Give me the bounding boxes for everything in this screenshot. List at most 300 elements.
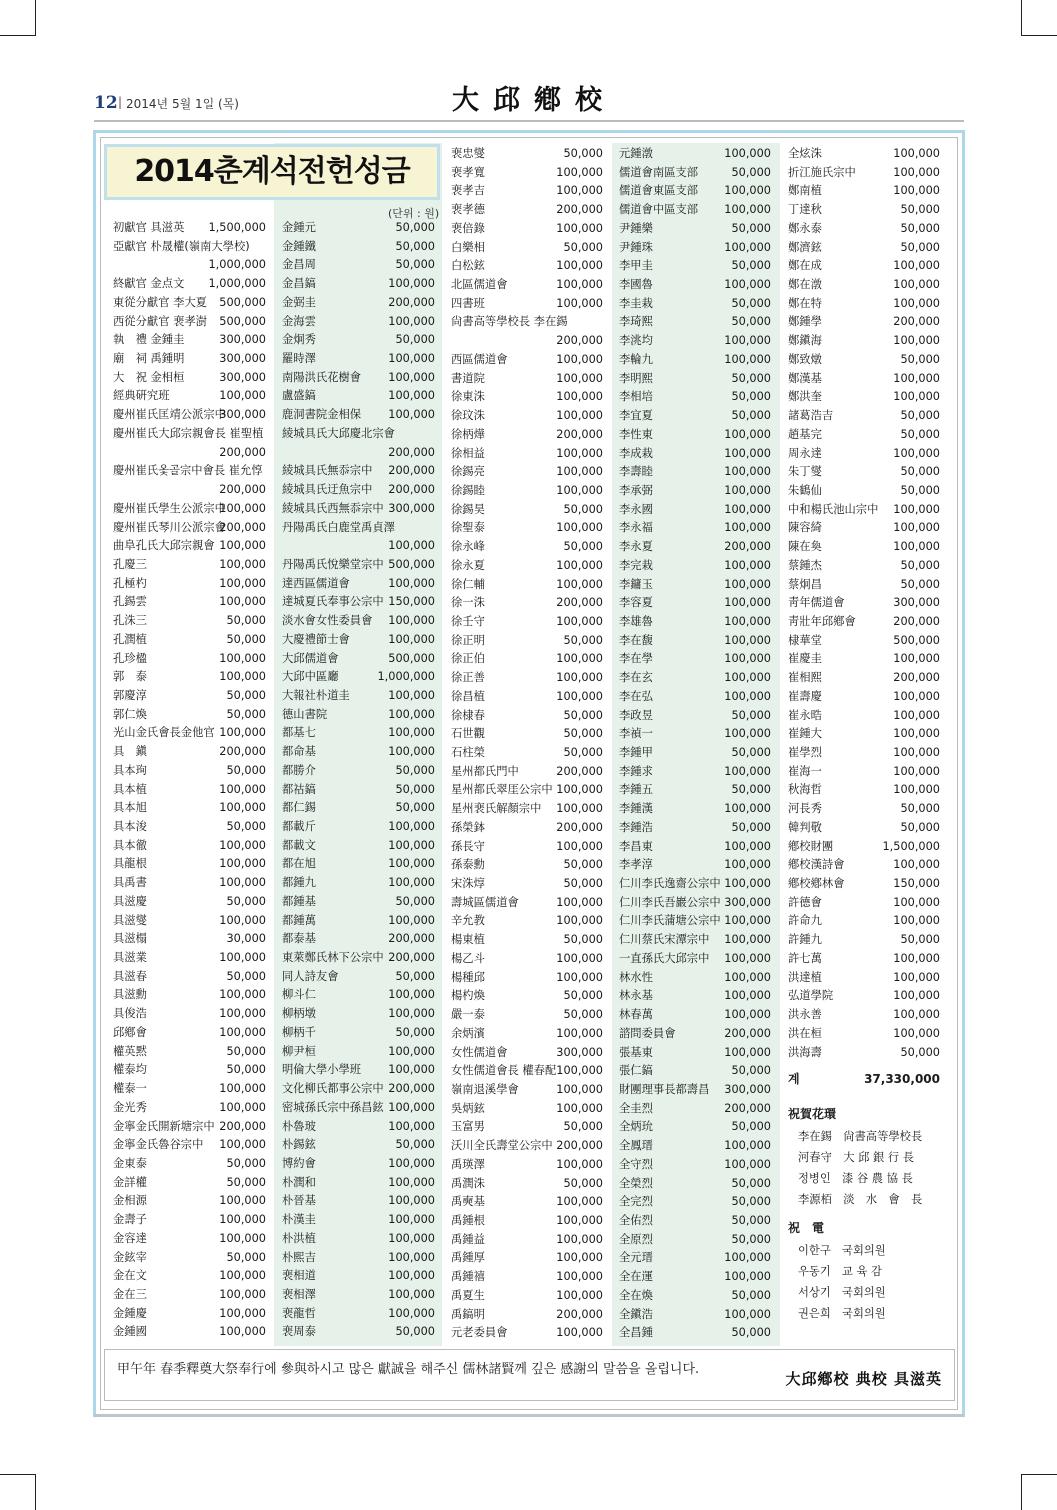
crop-mark-top-right xyxy=(1021,0,1057,36)
donation-amount: 50,000 xyxy=(900,933,940,947)
donation-amount: 50,000 xyxy=(900,820,940,834)
donor-row xyxy=(619,669,771,688)
donation-amount: 100,000 xyxy=(724,858,771,872)
donor-row xyxy=(619,950,771,969)
donor-name: 徐壬守 xyxy=(451,614,485,628)
donation-amount: 50,000 xyxy=(900,427,940,441)
donation-amount: 100,000 xyxy=(724,502,771,516)
donor-row xyxy=(451,1324,603,1343)
donation-amount: 100,000 xyxy=(388,408,435,422)
donor-name: 韓判敬 xyxy=(788,820,822,834)
donor-row xyxy=(788,313,940,332)
donation-amount: 100,000 xyxy=(556,1157,603,1171)
donor-row xyxy=(451,1081,603,1100)
donor-row xyxy=(282,537,435,556)
donor-row xyxy=(282,1005,435,1024)
donor-row xyxy=(619,1100,771,1119)
donor-name: 星州都氏門中 xyxy=(451,764,519,778)
donation-amount: 1,000,000 xyxy=(208,258,266,272)
donor-name: 李禎一 xyxy=(619,727,653,741)
donor-name: 鹿洞書院金相保 xyxy=(282,408,362,422)
flower-item: 李在錫 尙書高等學校長 xyxy=(798,1130,923,1144)
donor-name: 柳尹桓 xyxy=(282,1044,316,1058)
donation-amount: 300,000 xyxy=(556,1045,603,1059)
donor-row xyxy=(282,256,435,275)
donation-amount: 100,000 xyxy=(388,352,435,366)
donation-amount: 100,000 xyxy=(388,370,435,384)
donation-amount: 200,000 xyxy=(724,1026,771,1040)
donation-amount: 50,000 xyxy=(731,820,771,834)
donation-amount: 50,000 xyxy=(395,1325,435,1339)
donor-name: 李在弘 xyxy=(619,689,653,703)
donor-name: 金昌周 xyxy=(282,258,316,272)
donor-name: 孔慶三 xyxy=(113,557,147,571)
donation-amount: 100,000 xyxy=(388,1287,435,1301)
donor-row xyxy=(788,370,940,389)
donor-row xyxy=(113,1211,266,1230)
donor-row xyxy=(113,949,266,968)
donor-row xyxy=(282,219,435,238)
donor-row xyxy=(619,613,771,632)
donation-amount: 200,000 xyxy=(388,932,435,946)
donation-amount: 50,000 xyxy=(226,763,266,777)
donor-name: 同人詩友會 xyxy=(282,969,339,983)
donor-row xyxy=(451,1175,603,1194)
donation-amount: 100,000 xyxy=(893,951,940,965)
donation-amount: 300,000 xyxy=(219,370,266,384)
donor-row xyxy=(282,874,435,893)
donor-row xyxy=(282,631,435,650)
donor-row xyxy=(113,556,266,575)
donor-row xyxy=(282,687,435,706)
donor-row xyxy=(619,838,771,857)
donor-row xyxy=(113,968,266,987)
donor-name: 宋洙焞 xyxy=(451,877,485,891)
donation-amount: 100,000 xyxy=(388,314,435,328)
donor-name: 李鍾甲 xyxy=(619,746,653,759)
donation-amount: 200,000 xyxy=(893,315,940,329)
donor-row xyxy=(113,481,266,500)
donor-name: 一直孫氏大邱宗中 xyxy=(619,951,710,965)
donor-row xyxy=(451,1287,603,1306)
donor-name: 博約會 xyxy=(282,1156,316,1170)
donor-row xyxy=(113,1323,266,1342)
telegram-item: 우동기 교 육 감 xyxy=(798,1265,882,1279)
donor-name: 慶州崔氏匡靖公派宗中 xyxy=(113,408,226,422)
donor-row xyxy=(619,912,771,931)
donor-row xyxy=(451,594,603,613)
donation-amount: 100,000 xyxy=(724,764,771,778)
donor-row xyxy=(282,350,435,369)
donation-amount: 200,000 xyxy=(388,951,435,965)
donor-row xyxy=(113,537,266,556)
donor-row xyxy=(451,1137,603,1156)
donor-row xyxy=(619,763,771,782)
donor-name: 白松鉉 xyxy=(451,259,485,273)
donation-amount: 50,000 xyxy=(226,894,266,908)
donor-row xyxy=(451,1306,603,1325)
donor-row xyxy=(113,219,266,238)
donor-name: 石柱榮 xyxy=(451,746,485,759)
donor-name: 李永國 xyxy=(619,502,653,516)
donor-row xyxy=(282,462,435,481)
donor-row xyxy=(451,501,603,520)
donor-name: 孔錫雲 xyxy=(113,595,147,609)
donor-row xyxy=(619,164,771,183)
donor-name: 郭慶淳 xyxy=(113,688,147,702)
donor-name: 徐一洙 xyxy=(451,596,485,610)
donation-amount: 100,000 xyxy=(893,165,940,179)
donor-name: 都命基 xyxy=(282,745,316,759)
donor-row xyxy=(282,743,435,762)
donation-amount: 100,000 xyxy=(556,951,603,965)
donor-name: 都仁錫 xyxy=(282,801,316,815)
donation-amount: 50,000 xyxy=(563,877,603,891)
donation-amount: 300,000 xyxy=(893,596,940,610)
donor-row xyxy=(619,332,771,351)
thanks-signature: 大邱鄕校 典校 具滋英 xyxy=(785,1370,942,1388)
donor-name: 禹鍾益 xyxy=(451,1232,485,1246)
donor-name: 崔鍾大 xyxy=(788,727,822,741)
donation-amount: 100,000 xyxy=(556,783,603,797)
donation-amount: 100,000 xyxy=(893,1008,940,1022)
donor-name: 李政昱 xyxy=(619,708,653,722)
donor-row xyxy=(619,744,771,763)
donor-row xyxy=(619,557,771,576)
donation-amount: 100,000 xyxy=(724,278,771,292)
donor-name: 柳柄墩 xyxy=(282,1007,316,1021)
donor-name: 李國魯 xyxy=(619,278,653,292)
donor-name: 都基七 xyxy=(282,726,316,740)
donor-row xyxy=(451,145,603,164)
donor-row xyxy=(451,613,603,632)
donor-name: 金東泰 xyxy=(113,1156,147,1170)
donor-row xyxy=(451,707,603,726)
donation-amount: 200,000 xyxy=(556,203,603,217)
donor-name: 東萊鄭氏林下公宗中 xyxy=(282,951,384,965)
donor-row xyxy=(788,220,940,239)
donation-amount: 50,000 xyxy=(900,221,940,235)
donor-name: 仁川李氏吾巖公宗中 xyxy=(619,895,721,909)
donation-amount: 100,000 xyxy=(724,1045,771,1059)
donation-amount: 100,000 xyxy=(893,708,940,722)
donor-name: 徐柄燁 xyxy=(451,427,485,441)
donor-name: 柳柄千 xyxy=(282,1025,316,1039)
donation-amount: 300,000 xyxy=(724,895,771,909)
donation-amount: 100,000 xyxy=(556,1288,603,1302)
donation-amount: 50,000 xyxy=(563,633,603,647)
donation-amount: 100,000 xyxy=(724,465,771,479)
donor-row xyxy=(451,519,603,538)
donation-amount: 200,000 xyxy=(556,1307,603,1321)
donor-name: 徐東洙 xyxy=(451,390,485,404)
donor-row xyxy=(619,295,771,314)
donor-row xyxy=(113,837,266,856)
donor-name: 仁川李氏逸齋公宗中 xyxy=(619,877,721,891)
donor-name: 鄭南植 xyxy=(788,184,822,198)
flower-item: 李源栢 淡 水 會 長 xyxy=(798,1193,923,1207)
donation-amount: 200,000 xyxy=(388,445,435,459)
donation-amount: 100,000 xyxy=(388,539,435,553)
donor-row xyxy=(282,1323,435,1342)
donation-amount: 100,000 xyxy=(893,895,940,909)
donor-row xyxy=(113,818,266,837)
donor-name: 徐正善 xyxy=(451,671,485,685)
donor-name: 金鉉宰 xyxy=(113,1250,147,1264)
donor-row xyxy=(451,463,603,482)
donor-name: 弘道學院 xyxy=(788,989,834,1003)
donor-row xyxy=(113,462,266,481)
donor-name: 朴魯玻 xyxy=(282,1119,316,1133)
donation-amount: 50,000 xyxy=(731,165,771,179)
donor-row xyxy=(619,239,771,258)
donor-row xyxy=(619,800,771,819)
donation-amount: 100,000 xyxy=(556,221,603,235)
donor-name: 具本珣 xyxy=(113,763,147,777)
donation-amount: 100,000 xyxy=(556,446,603,460)
donor-name: 李琦熙 xyxy=(619,315,653,329)
donor-row xyxy=(113,743,266,762)
donor-row xyxy=(113,893,266,912)
donor-name: 李甲圭 xyxy=(619,259,653,273)
donor-name: 許命九 xyxy=(788,914,822,928)
donor-name: 鄭永泰 xyxy=(788,221,822,235)
donation-amount: 100,000 xyxy=(388,876,435,890)
donor-row xyxy=(113,238,266,257)
donor-row xyxy=(282,1230,435,1249)
donor-name: 金寧金氏開新塘宗中 xyxy=(113,1119,215,1133)
donor-name: 徐昌植 xyxy=(451,689,485,703)
donation-amount: 100,000 xyxy=(556,1064,603,1078)
donor-name: 李完栽 xyxy=(619,558,653,572)
donor-name: 全守烈 xyxy=(619,1157,653,1171)
donor-row xyxy=(282,1099,435,1118)
donor-name: 沃川全氏壽堂公宗中 xyxy=(451,1139,553,1153)
donation-amount: 50,000 xyxy=(226,1250,266,1264)
donor-row xyxy=(113,706,266,725)
donor-row xyxy=(788,1044,940,1063)
donor-name: 亞獻官 朴晟權(嶺南大學校) xyxy=(113,239,250,253)
donation-amount: 100,000 xyxy=(893,371,940,385)
donor-name: 都祜鎬 xyxy=(282,782,316,796)
donor-name: 金弼圭 xyxy=(282,295,316,309)
donor-row xyxy=(788,557,940,576)
donor-row xyxy=(788,164,940,183)
donor-row xyxy=(451,538,603,557)
donation-amount: 100,000 xyxy=(388,1306,435,1320)
donor-row xyxy=(113,425,266,444)
donor-row xyxy=(619,370,771,389)
donation-amount: 100,000 xyxy=(724,483,771,497)
donor-row xyxy=(619,1324,771,1343)
donor-name: 崔壽慶 xyxy=(788,689,822,703)
donor-name: 李永福 xyxy=(619,521,653,535)
donation-amount: 50,000 xyxy=(395,763,435,777)
donor-name: 大邱儒道會 xyxy=(282,651,339,665)
donation-amount: 100,000 xyxy=(556,1270,603,1284)
donor-name: 余炳濱 xyxy=(451,1026,485,1040)
donor-name: 柳斗仁 xyxy=(282,988,316,1002)
donor-column-1 xyxy=(113,219,266,1342)
donor-name: 慶州崔氏琴川公派宗會 xyxy=(113,520,226,534)
donor-name: 李鍾求 xyxy=(619,764,653,778)
donor-row xyxy=(788,819,940,838)
donor-row xyxy=(788,894,940,913)
donor-name: 禹奭基 xyxy=(451,1195,485,1209)
donor-name: 具滋燮 xyxy=(113,913,147,927)
donor-name: 洪達植 xyxy=(788,970,822,984)
thanks-message: 甲午年 春季釋奠大祭奉行에 參與하시고 많은 獻誠을 해주신 儒林諸賢께 깊은 感謝의 말씀을 올립니다. xyxy=(117,1362,700,1377)
donor-row xyxy=(113,1005,266,1024)
donor-row xyxy=(113,444,266,463)
donation-amount: 500,000 xyxy=(893,633,940,647)
donor-row xyxy=(451,931,603,950)
donor-row xyxy=(451,482,603,501)
donation-amount: 100,000 xyxy=(556,614,603,628)
donation-amount: 100,000 xyxy=(724,839,771,853)
donation-amount: 200,000 xyxy=(556,1139,603,1153)
donor-name: 東從分獻官 李大夏 xyxy=(113,295,207,309)
donor-row xyxy=(282,1155,435,1174)
donor-name: 陳在奐 xyxy=(788,540,822,554)
donor-row xyxy=(619,594,771,613)
donation-amount: 100,000 xyxy=(219,1007,266,1021)
donation-amount: 100,000 xyxy=(556,1082,603,1096)
donation-amount: 100,000 xyxy=(219,670,266,684)
donor-row xyxy=(451,276,603,295)
donor-name: 儒道會中區支部 xyxy=(619,203,699,217)
donor-row xyxy=(282,893,435,912)
donor-name: 崔相熙 xyxy=(788,671,822,685)
donor-name: 徐永夏 xyxy=(451,558,485,572)
donation-amount: 50,000 xyxy=(395,333,435,347)
donor-row xyxy=(451,313,603,332)
donor-name: 禹夏生 xyxy=(451,1288,485,1302)
donation-amount: 200,000 xyxy=(219,445,266,459)
donation-amount: 200,000 xyxy=(219,745,266,759)
donation-amount: 100,000 xyxy=(388,857,435,871)
donor-row xyxy=(788,201,940,220)
donation-amount: 100,000 xyxy=(724,521,771,535)
donation-amount: 100,000 xyxy=(724,652,771,666)
donation-amount: 100,000 xyxy=(556,352,603,366)
donor-name: 大 祝 金相桓 xyxy=(113,370,185,384)
page-header xyxy=(94,84,964,120)
donor-name: 金昌鎬 xyxy=(282,277,316,291)
donation-amount: 100,000 xyxy=(556,371,603,385)
donor-name: 洪永善 xyxy=(788,1008,822,1022)
donation-amount: 200,000 xyxy=(219,483,266,497)
donation-amount: 100,000 xyxy=(219,951,266,965)
donor-name: 鄕校財團 xyxy=(788,839,834,853)
donor-row xyxy=(282,1174,435,1193)
donor-row xyxy=(282,425,435,444)
donor-name: 棣華堂 xyxy=(788,633,822,647)
donation-amount: 50,000 xyxy=(563,1008,603,1022)
donor-name: 諸葛浩吉 xyxy=(788,409,834,423)
donor-name: 李在玄 xyxy=(619,671,653,685)
donor-row xyxy=(788,781,940,800)
donor-name: 折江施氏宗中 xyxy=(788,165,856,179)
donation-amount: 100,000 xyxy=(893,989,940,1003)
donation-amount: 100,000 xyxy=(388,988,435,1002)
donor-row xyxy=(451,1006,603,1025)
donor-row xyxy=(113,855,266,874)
donor-name: 慶州崔氏옻골宗中會長 崔允惇 xyxy=(113,464,263,478)
donor-row xyxy=(282,481,435,500)
donor-name: 具俊浩 xyxy=(113,1007,147,1021)
donor-name: 裵忠燮 xyxy=(451,147,485,160)
donation-amount: 50,000 xyxy=(731,221,771,235)
donation-amount: 50,000 xyxy=(731,390,771,404)
donor-name: 朴潤和 xyxy=(282,1175,316,1189)
donation-amount: 100,000 xyxy=(219,1306,266,1320)
donation-amount: 100,000 xyxy=(556,278,603,292)
donation-amount: 100,000 xyxy=(388,1213,435,1227)
donor-row xyxy=(113,912,266,931)
donation-amount: 50,000 xyxy=(731,371,771,385)
donation-amount: 100,000 xyxy=(724,989,771,1003)
donor-name: 蔡鍾杰 xyxy=(788,558,822,572)
donor-name: 星州裵氏解顏宗中 xyxy=(451,802,542,816)
issue-date: 2014년 5월 1일 (목) xyxy=(126,97,239,111)
donation-amount: 100,000 xyxy=(388,707,435,721)
donation-amount: 50,000 xyxy=(563,708,603,722)
donor-row xyxy=(788,257,940,276)
donation-amount: 100,000 xyxy=(388,745,435,759)
donor-name: 具滋勳 xyxy=(113,988,147,1002)
donor-name: 金詳權 xyxy=(113,1175,147,1189)
crop-mark-bottom-left xyxy=(0,1474,36,1510)
donor-name: 女性儒道會長 權春配 xyxy=(451,1064,557,1078)
donation-amount: 50,000 xyxy=(563,147,603,160)
donation-amount: 100,000 xyxy=(219,857,266,871)
donor-row xyxy=(451,1100,603,1119)
donation-amount: 100,000 xyxy=(219,1100,266,1114)
donation-amount: 50,000 xyxy=(395,221,435,234)
donation-amount: 100,000 xyxy=(893,783,940,797)
donor-row xyxy=(451,912,603,931)
donor-row xyxy=(282,294,435,313)
donation-amount: 50,000 xyxy=(900,1045,940,1059)
donor-name: 尹鍾樂 xyxy=(619,221,653,235)
donor-row xyxy=(113,387,266,406)
donor-row xyxy=(113,275,266,294)
donor-row xyxy=(451,650,603,669)
donor-name: 崔學烈 xyxy=(788,746,822,759)
unit-label: (단위 : 원) xyxy=(388,207,440,220)
donation-amount: 100,000 xyxy=(556,409,603,423)
donation-amount: 50,000 xyxy=(226,969,266,983)
donor-row xyxy=(451,669,603,688)
donation-amount: 50,000 xyxy=(395,894,435,908)
donor-name: 李洮均 xyxy=(619,334,653,348)
donor-row xyxy=(113,313,266,332)
donation-amount: 100,000 xyxy=(219,782,266,796)
donation-amount: 100,000 xyxy=(388,1250,435,1264)
donor-name: 慶州崔氏大邱宗親會長 崔聖植 xyxy=(113,426,264,440)
donor-name: 林春萬 xyxy=(619,1008,653,1022)
donation-amount: 150,000 xyxy=(388,595,435,609)
donation-amount: 50,000 xyxy=(395,258,435,272)
donation-amount: 100,000 xyxy=(219,1082,266,1096)
donor-row xyxy=(619,650,771,669)
donation-amount: 50,000 xyxy=(731,1195,771,1209)
donor-name: 金在文 xyxy=(113,1269,147,1283)
donation-amount: 50,000 xyxy=(226,1063,266,1077)
donor-name: 蔡炯昌 xyxy=(788,577,822,591)
donor-row xyxy=(113,781,266,800)
